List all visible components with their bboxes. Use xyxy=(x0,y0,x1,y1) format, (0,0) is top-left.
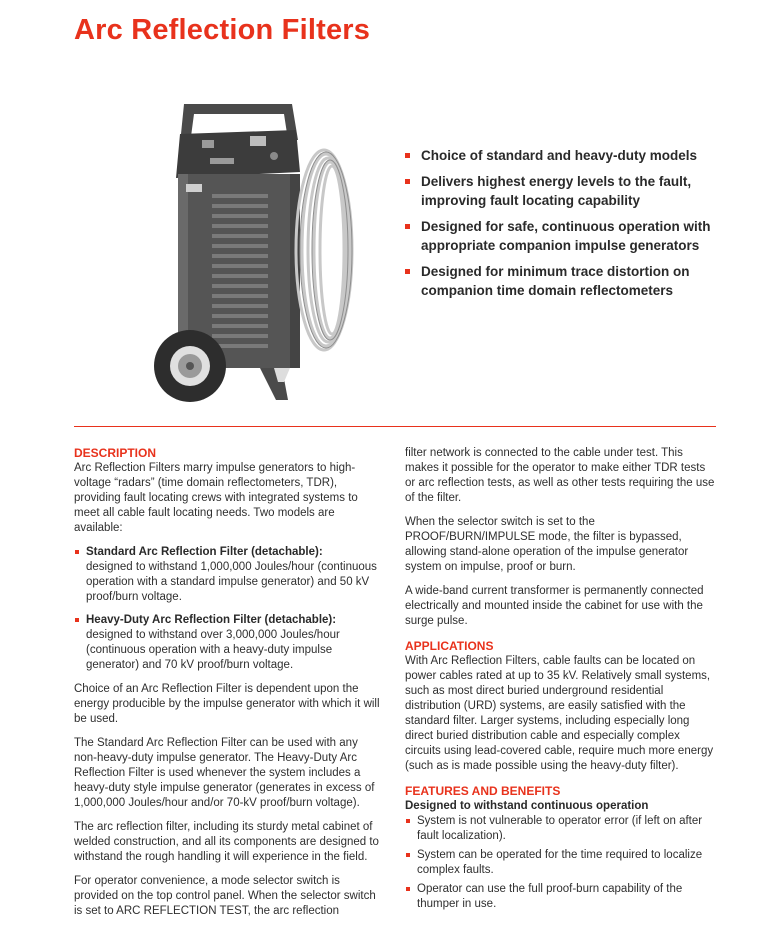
description-paragraph: When the selector switch is set to the PROOF/BURN/IMPULSE mode, the filter is bypassed, allowing stand-alone operation of the impulse generator system on impulse, proof or burn. xyxy=(405,516,689,573)
description-paragraph-continued: filter network is connected to the cable under test. This makes it possible for the operator to make either TDR tests or arc reflection tests, as well as other tests requiring the use of the filter. xyxy=(405,447,715,504)
feature-item: Designed for minimum trace distortion on companion time domain reflectometers xyxy=(404,262,734,300)
model-description: designed to withstand 1,000,000 Joules/hour (continuous operation with a standard impulse generator) and 50 kV proof/burn voltage. xyxy=(86,561,377,603)
benefits-subheading: Designed to withstand continuous operation xyxy=(405,800,649,812)
benefit-item: System can be operated for the time required to localize complex faults. xyxy=(405,848,715,878)
description-paragraph: Choice of an Arc Reflection Filter is dependent upon the energy producible by the impulse generator with which it will be used. xyxy=(74,683,380,725)
right-column xyxy=(405,446,715,916)
model-item xyxy=(74,545,380,605)
model-name: Heavy-Duty Arc Reflection Filter (detachable): xyxy=(86,614,337,626)
feature-item: Delivers highest energy levels to the fault, improving fault locating capability xyxy=(404,172,734,210)
description-heading: DESCRIPTION xyxy=(74,446,157,460)
model-name: Standard Arc Reflection Filter (detachable): xyxy=(86,546,323,558)
applications-heading: APPLICATIONS xyxy=(405,639,494,653)
description-paragraph: The Standard Arc Reflection Filter can be used with any non-heavy-duty impulse generator. The Heavy-Duty Arc Reflection Filter is used whenever the system includes a heavy-duty style impulse generator (generates in excess of 1,000,000 Joules/hour and/or 70-kV proof/burn voltage). xyxy=(74,737,375,809)
description-intro: Arc Reflection Filters marry impulse generators to high-voltage “radars” (time domain reflectometers, TDR), providing fault locating crews with integrated systems to meet all cable fault locating needs. Two models are available: xyxy=(74,462,358,534)
applications-text: With Arc Reflection Filters, cable faults can be located on power cables rated at up to 35 kV. Relatively small systems, such as most direct buried underground residential distribution (URD) systems, are easily satisfied with the standard filter. Larger systems, including especially long direct buried distribution cable and especially complex circuits using lead-covered cable, require much more energy (such as is made possible using the heavy-duty filter). xyxy=(405,655,714,772)
feature-highlights xyxy=(404,146,734,307)
page-title: Arc Reflection Filters xyxy=(74,14,371,46)
model-item xyxy=(74,613,380,673)
description-paragraph: A wide-band current transformer is permanently connected electrically and mounted inside the cabinet for use with the surge pulse. xyxy=(405,585,704,627)
feature-item: Choice of standard and heavy-duty models xyxy=(404,146,734,165)
description-paragraph: For operator convenience, a mode selector switch is provided on the top control panel. When the selector switch is set to ARC REFLECTION TEST, the arc reflection xyxy=(74,875,376,917)
model-list xyxy=(74,545,380,673)
benefits-heading: FEATURES AND BENEFITS xyxy=(405,784,561,798)
benefits-list xyxy=(405,814,715,912)
model-description: designed to withstand over 3,000,000 Joules/hour (continuous operation with a heavy-duty impulse generator) and 70 kV proof/burn voltage. xyxy=(86,629,340,671)
section-divider xyxy=(74,426,716,427)
left-column xyxy=(74,446,380,928)
benefit-item: Operator can use the full proof-burn capability of the thumper in use. xyxy=(405,882,715,912)
feature-item: Designed for safe, continuous operation with appropriate companion impulse generators xyxy=(404,217,734,255)
product-photo xyxy=(150,100,370,410)
description-paragraph: The arc reflection filter, including its sturdy metal cabinet of welded construction, and all its components are designed to withstand the rough handling it will experience in the field. xyxy=(74,821,379,863)
benefit-item: System is not vulnerable to operator error (if left on after fault localization). xyxy=(405,814,715,844)
